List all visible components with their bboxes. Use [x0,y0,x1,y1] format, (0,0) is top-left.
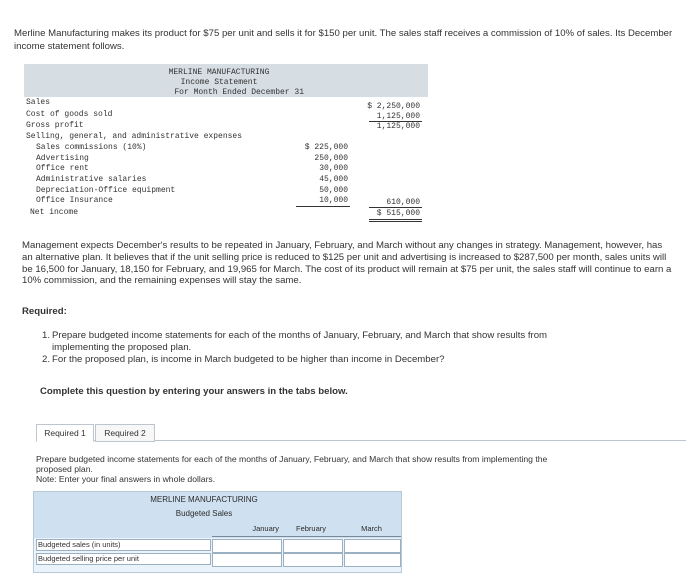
tab-note: Note: Enter your final answers in whole dollars. [36,474,216,484]
gross-profit-value: 1,125,000 [376,122,420,131]
statement-period: For Month Ended December 31 [174,88,304,97]
total-expenses-value: 610,000 [386,198,420,207]
sales-label: Sales [26,98,51,107]
expense-label: Office Insurance [36,196,113,205]
required-item1-number: 1. [42,330,51,341]
sga-label: Selling, general, and administrative expenses [26,132,243,141]
instruction-text: Complete this question by entering your answers in the tabs below. [40,386,348,397]
input-price-march[interactable] [344,553,401,567]
row-label-budgeted-units: Budgeted sales (in units) [36,539,211,551]
net-income-label: Net income [30,208,79,217]
table-title: Budgeted Sales [175,509,233,518]
required-heading: Required: [22,306,67,317]
input-units-february[interactable] [283,539,343,553]
cogs-value: 1,125,000 [376,112,420,121]
statement-company: MERLINE MANUFACTURING [168,68,270,77]
tab-prompt: Prepare budgeted income statements for each of the months of January, February, and March that show results from implementing the proposed plan. [36,454,548,474]
column-header-february: February [295,524,326,533]
input-price-january[interactable] [212,553,282,567]
budgeted-sales-table [33,491,402,573]
expense-value: 30,000 [319,164,348,173]
intro-text: Merline Manufacturing makes its product for $75 per unit and sells it for $150 per unit. The sales staff receives a commission of 10% of sales. Its December income statement follows. [14,28,673,52]
input-units-march[interactable] [344,539,401,553]
column-header-march: March [361,524,382,533]
expense-value: $ 225,000 [304,143,348,152]
input-units-january[interactable] [212,539,282,553]
expense-value: 250,000 [314,154,348,163]
required-item2-number: 2. [42,354,51,365]
input-price-february[interactable] [283,553,343,567]
expense-value: 50,000 [319,186,348,195]
expense-label: Advertising [36,154,89,163]
expense-label: Administrative salaries [36,175,147,184]
gross-profit-label: Gross profit [26,121,84,130]
required-item2: For the proposed plan, is income in March budgeted to be higher than income in December? [52,354,445,365]
scenario-paragraph: Management expects December's results to be repeated in January, February, and March without any changes in strategy. Management, however, has an alternative plan. It believes that if the unit selling price is reduced to $125 per unit and advertising is increased to $287,500 per month, sales units will be 16,500 for January, 18,150 for February, and 19,965 for March. The cost of its product will remain at $75 per unit, the sales staff will continue to earn a 10% commission, and the remaining expenses will stay the same. [22,240,672,287]
net-income-value: $ 515,000 [376,209,420,218]
expense-label: Office rent [36,164,89,173]
expense-label: Sales commissions (10%) [36,143,147,152]
expense-label: Depreciation-Office equipment [36,186,176,195]
statement-title: Income Statement [180,78,258,87]
income-statement [24,64,428,226]
expense-value: 45,000 [319,175,348,184]
table-company: MERLINE MANUFACTURING [150,495,258,504]
expense-value: 10,000 [319,196,348,205]
cogs-label: Cost of goods sold [26,110,113,119]
sales-value: $ 2,250,000 [367,102,420,111]
row-label-selling-price: Budgeted selling price per unit [36,553,211,565]
tab-required-1[interactable]: Required 1 [36,424,94,442]
column-header-january: January [252,524,279,533]
tab-required-2[interactable]: Required 2 [95,424,155,442]
required-item1: Prepare budgeted income statements for each of the months of January, February, and March that show results from implementing the proposed plan. [52,330,548,353]
